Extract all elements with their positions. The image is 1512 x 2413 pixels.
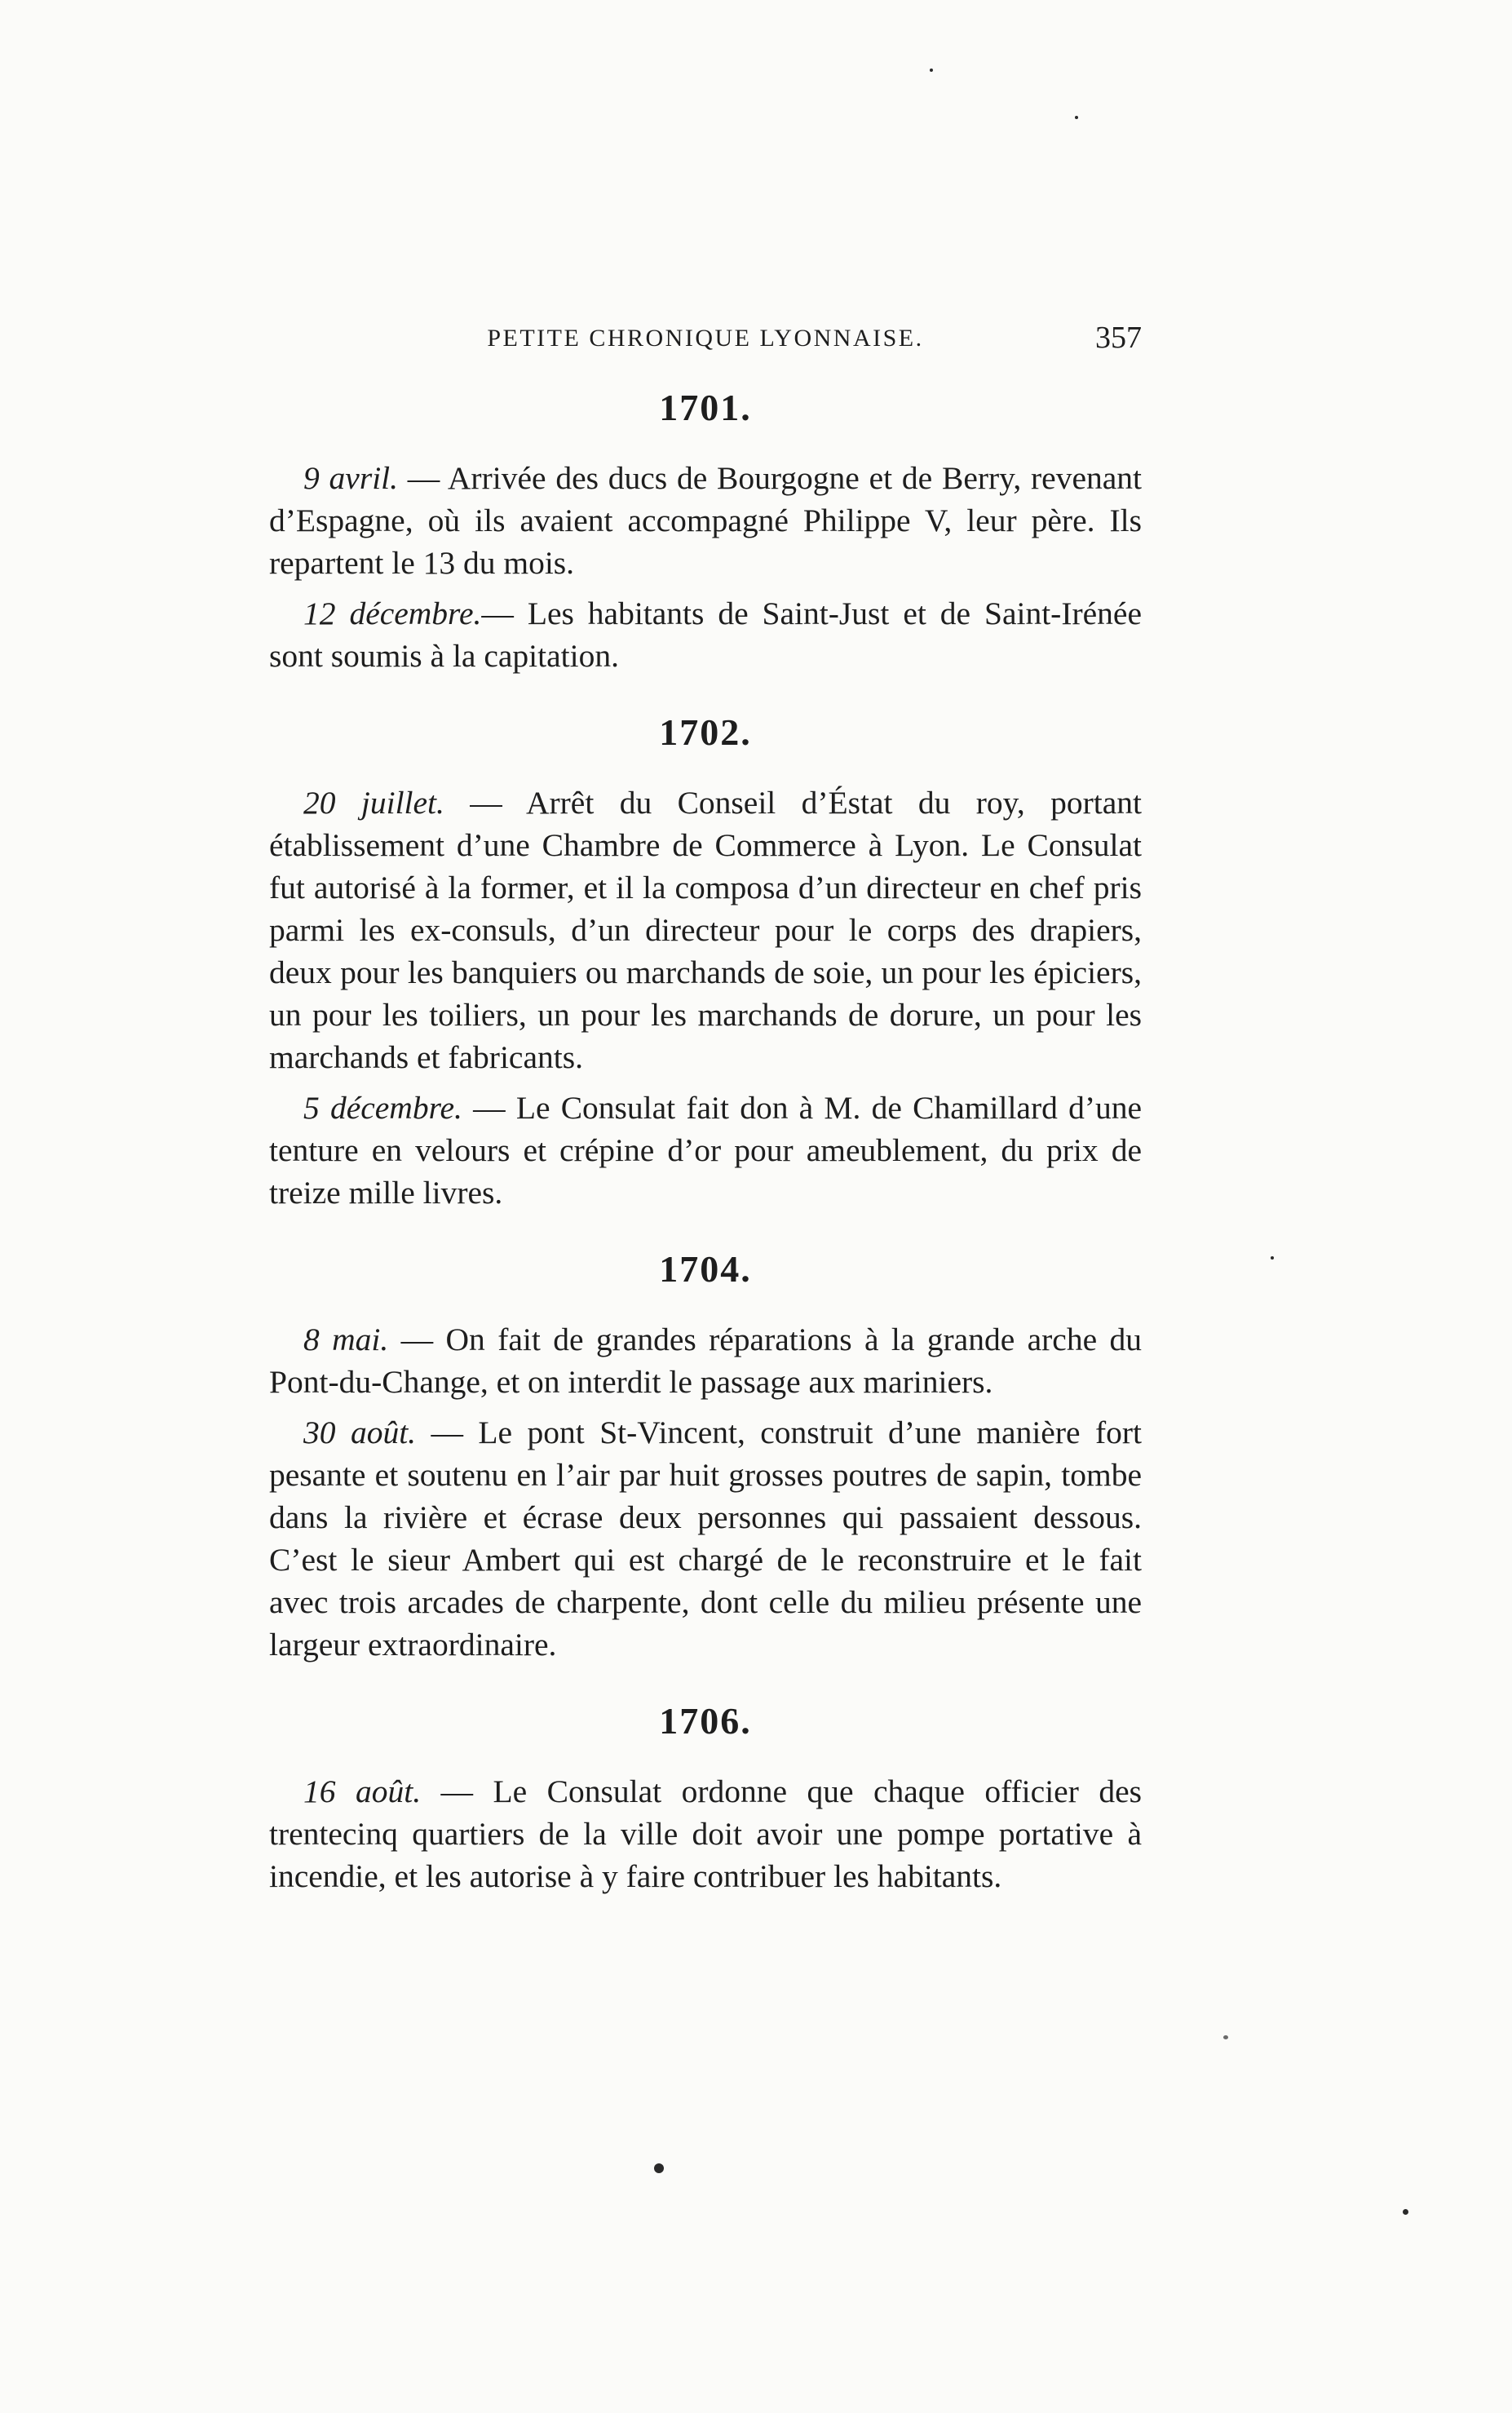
scan-speck — [1075, 116, 1078, 119]
scan-speck — [930, 69, 933, 72]
entry-text: — Le Consulat fait don à M. de Chamillard d’une tenture en velours et crépine d’or pour ameublement, du prix de treize mille livres. — [269, 1090, 1143, 1211]
entry-date: 12 décembre. — [303, 596, 482, 631]
year-heading: 1702. — [659, 711, 752, 753]
entry-date: 5 décembre. — [303, 1090, 462, 1126]
entry-date: 20 juillet. — [303, 785, 444, 821]
entry-text: — Les habitants de Saint-Just et de Saint-Irénée sont soumis à la capitation. — [269, 596, 1142, 674]
entry-text: — Arrêt du Conseil d’Éstat du roy, portant établissement d’une Chambre de Commerce à Lyon. Le Consulat fut autorisé à la former, et il la composa d’un directeur en chef pris parmi les ex-consuls, d’un directeur pour le corps des drapiers, deux pour les banquiers ou marchands de soie, un pour les épiciers, un pour les toiliers, un pour les marchands de dorure, un pour les marchands et fabricants. — [269, 785, 1142, 1075]
entry-text: — Le pont St-Vincent, construit d’une manière fort pesante et soutenu en l’air par huit grosses poutres de sapin, tombe dans la rivière et écrase deux personnes qui passaient dessous. C’est le sieur Ambert qui est chargé de le reconstruire et le fait avec trois arcades de charpente, dont celle du milieu présente une largeur extraordinaire. — [269, 1415, 1142, 1663]
scan-speck — [1223, 2035, 1228, 2039]
chronicle-entry — [269, 1770, 1142, 1897]
year-section-1704 — [269, 1245, 1142, 1666]
year-section-1701 — [269, 383, 1142, 677]
chronicle-entry — [269, 1411, 1142, 1666]
running-head — [269, 321, 1142, 365]
chronicle-entry — [269, 781, 1142, 1078]
chronicle-entry — [269, 592, 1142, 677]
entry-text: — On fait de grandes réparations à la grande arche du Pont-du-Change, et on interdit le passage aux mariniers. — [269, 1322, 1143, 1400]
chronicle-entry — [269, 1087, 1142, 1214]
chronicle-body — [269, 383, 1142, 1897]
entry-date: 8 mai. — [303, 1322, 389, 1357]
entry-text: — Le Consulat ordonne que chaque officier des trentecinq quartiers de la ville doit avoir une pompe portative à incendie, et les autorise à y faire contribuer les habitants. — [269, 1773, 1142, 1894]
entry-date: 30 août. — [303, 1415, 417, 1450]
year-section-1702 — [269, 708, 1142, 1214]
page-number: 357 — [1095, 321, 1142, 355]
entry-text: — Arrivée des ducs de Bourgogne et de Berry, revenant d’Espagne, où ils avaient accompagné Philippe V, leur père. Ils repartent le 13 du mois. — [269, 460, 1142, 581]
entry-date: 16 août. — [303, 1773, 422, 1809]
chronicle-entry — [269, 1318, 1142, 1403]
chronicle-entry — [269, 457, 1142, 584]
year-section-1706 — [269, 1697, 1142, 1897]
scan-speck — [1271, 1256, 1274, 1260]
scan-speck — [654, 2163, 664, 2173]
year-heading: 1704. — [659, 1248, 752, 1290]
running-title: PETITE CHRONIQUE LYONNAISE. — [487, 325, 924, 352]
scan-speck — [1403, 2209, 1408, 2215]
year-heading: 1706. — [659, 1700, 752, 1742]
year-heading: 1701. — [659, 387, 752, 428]
entry-date: 9 avril. — [303, 460, 399, 496]
